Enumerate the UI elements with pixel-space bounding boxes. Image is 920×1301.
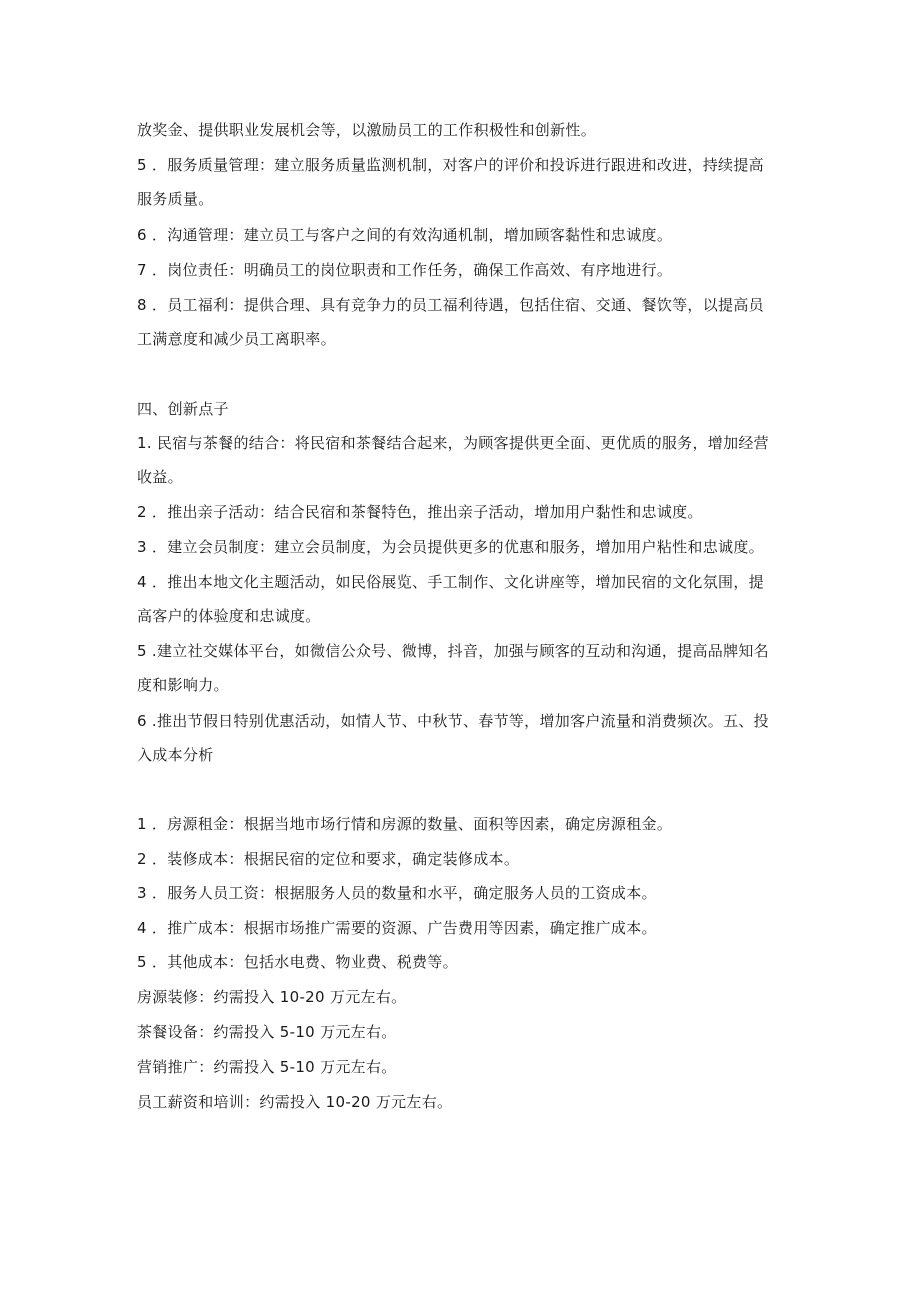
text-line: 员工薪资和培训：约需投入 10-20 万元左右。 xyxy=(137,1093,453,1111)
text-line: 工满意度和减少员工离职率。 xyxy=(137,330,336,348)
text-line: 1. 民宿与茶餐的结合：将民宿和茶餐结合起来，为顾客提供更全面、更优质的服务，增加经营 xyxy=(137,434,769,452)
text-line: 2 ．推出亲子活动：结合民宿和茶餐特色，推出亲子活动，增加用户黏性和忠诚度。 xyxy=(137,503,703,521)
text-line: 入成本分析 xyxy=(137,746,214,764)
text-line: 4 ．推出本地文化主题活动，如民俗展览、手工制作、文化讲座等，增加民宿的文化氛围，提 xyxy=(137,573,764,591)
text-line: 度和影响力。 xyxy=(137,676,229,694)
text-line: 茶餐设备：约需投入 5-10 万元左右。 xyxy=(137,1023,397,1041)
text-line: 房源装修：约需投入 10-20 万元左右。 xyxy=(137,988,407,1006)
text-line: 8 ．员工福利：提供合理、具有竞争力的员工福利待遇，包括住宿、交通、餐饮等，以提高员 xyxy=(137,296,764,314)
text-line: 7 ．岗位责任：明确员工的岗位职责和工作任务，确保工作高效、有序地进行。 xyxy=(137,261,673,279)
text-line: 6 .推出节假日特别优惠活动，如情人节、中秋节、春节等，增加客户流量和消费频次。五、投 xyxy=(137,712,769,730)
text-line: 5 .建立社交媒体平台，如微信公众号、微博，抖音，加强与顾客的互动和沟通，提高品牌知名 xyxy=(137,642,769,660)
text-line: 1 ．房源租金：根据当地市场行情和房源的数量、面积等因素，确定房源租金。 xyxy=(137,815,673,833)
text-line: 5 ．其他成本：包括水电费、物业费、税费等。 xyxy=(137,953,458,971)
text-line: 3 ．服务人员工资：根据服务人员的数量和水平，确定服务人员的工资成本。 xyxy=(137,884,657,902)
text-line: 3 ．建立会员制度：建立会员制度，为会员提供更多的优惠和服务，增加用户粘性和忠诚度。 xyxy=(137,538,764,556)
text-line: 6 ．沟通管理：建立员工与客户之间的有效沟通机制，增加顾客黏性和忠诚度。 xyxy=(137,226,673,244)
text-line: 4 ．推广成本：根据市场推广需要的资源、广告费用等因素，确定推广成本。 xyxy=(137,919,657,937)
text-line: 服务质量。 xyxy=(137,190,214,208)
text-line: 放奖金、提供职业发展机会等，以激励员工的工作积极性和创新性。 xyxy=(137,121,597,139)
section-heading: 四、创新点子 xyxy=(137,400,229,418)
text-line: 5 ．服务质量管理：建立服务质量监测机制，对客户的评价和投诉进行跟进和改进，持续提高 xyxy=(137,156,764,174)
text-line: 2 ．装修成本：根据民宿的定位和要求，确定装修成本。 xyxy=(137,850,520,868)
text-line: 高客户的体验度和忠诚度。 xyxy=(137,607,321,625)
text-line: 收益。 xyxy=(137,468,183,486)
text-line: 营销推广：约需投入 5-10 万元左右。 xyxy=(137,1058,397,1076)
